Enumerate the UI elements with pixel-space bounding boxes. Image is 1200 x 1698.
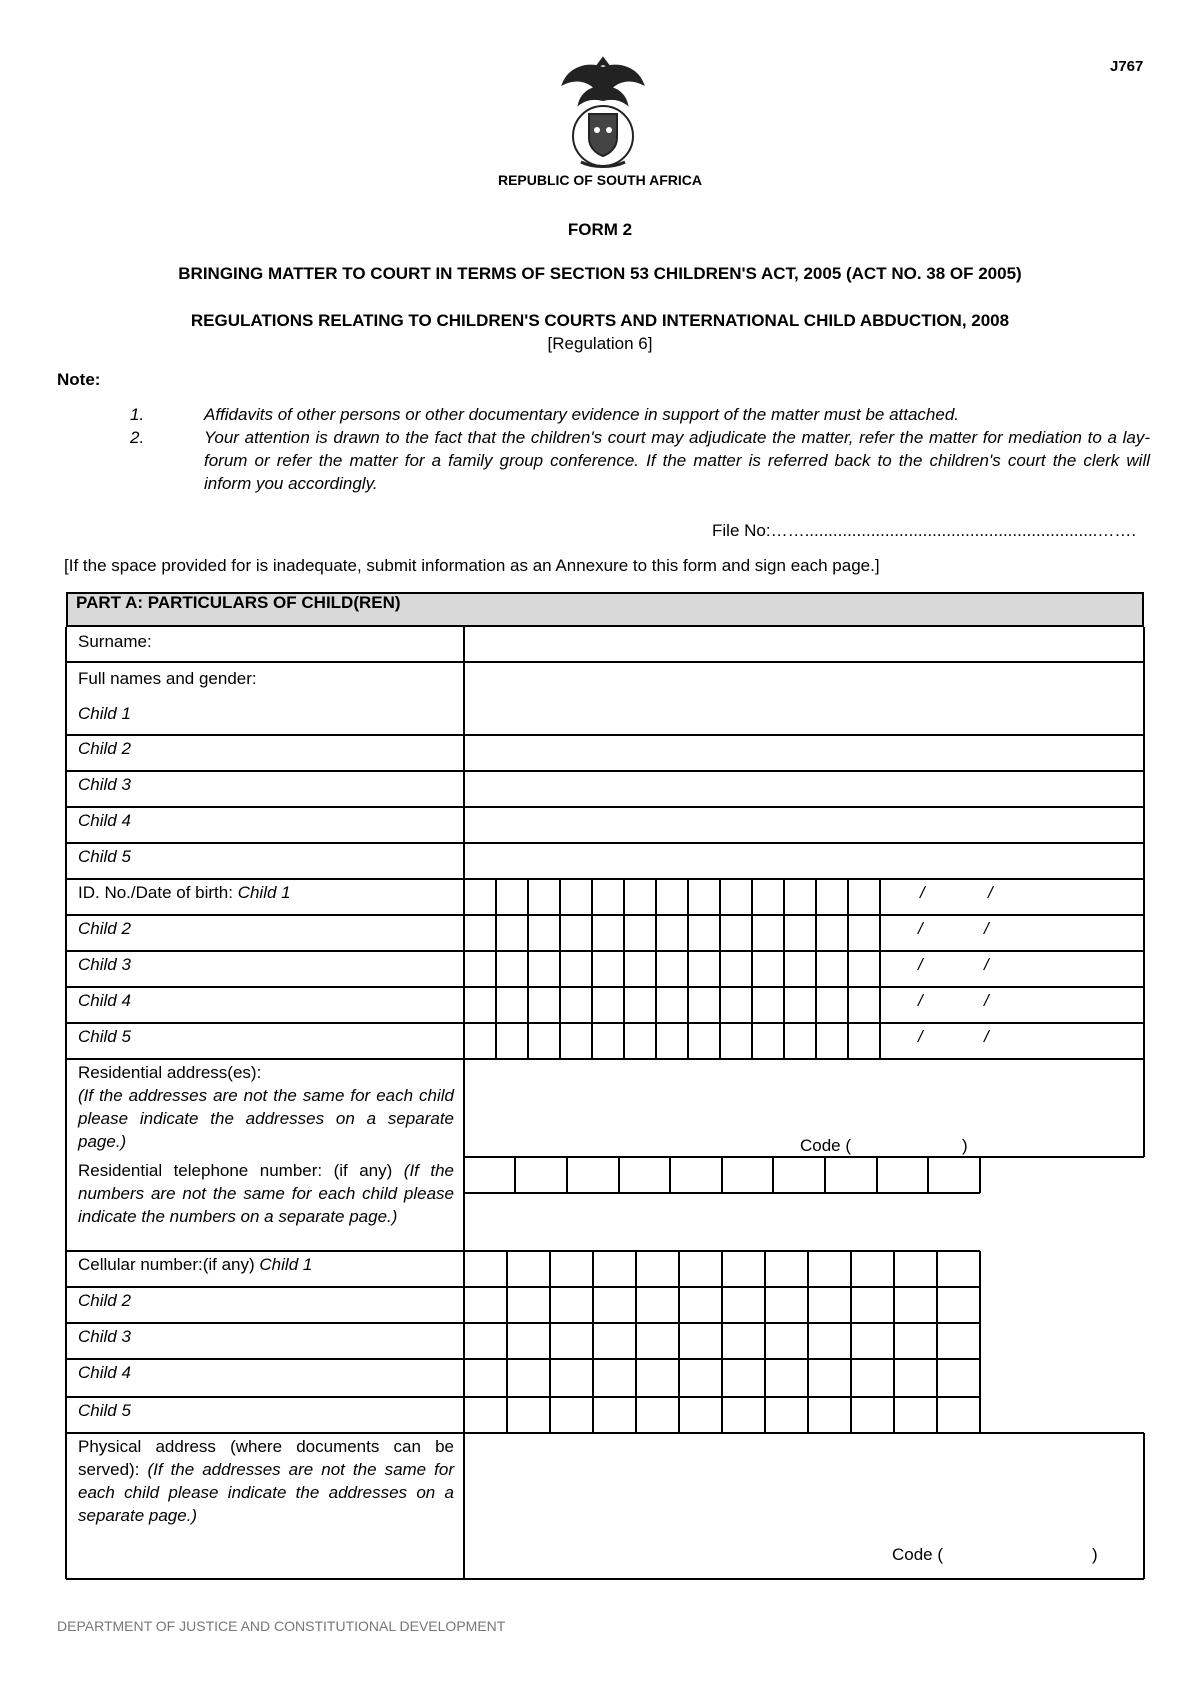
- note-text: Your attention is drawn to the fact that the children's court may adjudicate the matter, refer the matter for mediation to a lay-forum or refer the matter for a family group conference. If the matter is referred back to the children's court the clerk will inform you accordingly.: [204, 428, 1150, 493]
- physical-code-close: ): [1092, 1545, 1098, 1564]
- child-label: Child 5: [78, 847, 131, 866]
- telephone-label: [78, 1159, 454, 1228]
- physical-address-note: (If the addresses are not the same for each child please indicate the addresses on a separate page.): [78, 1460, 454, 1525]
- footer-department: DEPARTMENT OF JUSTICE AND CONSTITUTIONAL DEVELOPMENT: [57, 1618, 506, 1634]
- form-code: J767: [1110, 58, 1144, 75]
- child-label: Child 5: [78, 1027, 131, 1046]
- physical-address-title: Physical address (where documents can be served):: [78, 1437, 454, 1479]
- cellular-label-text: Cellular number:(if any): [78, 1255, 260, 1274]
- note-number: 1.: [130, 405, 145, 424]
- date-separator: /: [984, 1027, 989, 1046]
- date-separator: /: [918, 1027, 923, 1046]
- id-dob-label: [78, 881, 291, 904]
- child-label: Child 2: [78, 919, 131, 938]
- cellular-label: [78, 1253, 312, 1276]
- part-a-title: PART A: PARTICULARS OF CHILD(REN): [76, 593, 401, 612]
- date-separator: /: [988, 883, 993, 902]
- file-number-field[interactable]: File No:……..............................................................…….: [712, 521, 1137, 540]
- physical-code-label: Code (: [892, 1545, 944, 1564]
- note-text: Affidavits of other persons or other documentary evidence in support of the matter must be attached.: [204, 405, 960, 424]
- note-number: 2.: [130, 428, 145, 447]
- child-label: Child 4: [78, 991, 131, 1010]
- form-title: BRINGING MATTER TO COURT IN TERMS OF SECTION 53 CHILDREN'S ACT, 2005 (ACT NO. 38 OF 2005): [178, 264, 1022, 283]
- space-instruction: [If the space provided for is inadequate, submit information as an Annexure to this form and sign each page.]: [64, 556, 880, 575]
- residential-address-input[interactable]: [466, 1061, 1142, 1131]
- surname-input[interactable]: [466, 629, 1142, 660]
- child-label: Child 4: [78, 811, 131, 830]
- telephone-note: (If the numbers are not the same for each child please indicate the numbers on a separate page.): [78, 1161, 454, 1226]
- surname-label: Surname:: [78, 632, 152, 651]
- residential-code-label: Code (: [800, 1136, 852, 1155]
- child-label: Child 1: [237, 883, 291, 902]
- residential-address-label: [78, 1061, 454, 1153]
- residential-address-note: (If the addresses are not the same for each child please indicate the addresses on a separate page.): [78, 1086, 454, 1151]
- telephone-input[interactable]: [466, 1159, 978, 1191]
- child-label: Child 3: [78, 1327, 131, 1346]
- form-number: FORM 2: [567, 220, 633, 239]
- full-names-label: Full names and gender:: [78, 669, 257, 688]
- child-label: Child 4: [78, 1363, 131, 1382]
- regulation-reference: [Regulation 6]: [547, 334, 653, 353]
- residential-address-title: Residential address(es):: [78, 1063, 262, 1082]
- physical-address-input[interactable]: [466, 1435, 1142, 1535]
- country-name: REPUBLIC OF SOUTH AFRICA: [497, 172, 703, 188]
- date-separator: /: [984, 919, 989, 938]
- date-separator: /: [920, 883, 925, 902]
- child-label: Child 2: [78, 739, 131, 758]
- date-separator: /: [918, 919, 923, 938]
- note-label: Note:: [57, 370, 101, 389]
- child-label: Child 5: [78, 1401, 131, 1420]
- residential-code-close: ): [962, 1136, 968, 1155]
- full-names-input[interactable]: [466, 664, 1142, 733]
- regulations-title: REGULATIONS RELATING TO CHILDREN'S COURTS AND INTERNATIONAL CHILD ABDUCTION, 2008: [190, 311, 1010, 330]
- child-label: Child 1: [259, 1255, 313, 1274]
- date-separator: /: [984, 991, 989, 1010]
- child-label: Child 3: [78, 955, 131, 974]
- id-dob-label-text: ID. No./Date of birth:: [78, 883, 238, 902]
- child-label: Child 1: [78, 704, 131, 723]
- date-separator: /: [984, 955, 989, 974]
- child-label: Child 2: [78, 1291, 131, 1310]
- physical-address-label: [78, 1435, 454, 1527]
- child-label: Child 3: [78, 775, 131, 794]
- telephone-label-text: Residential telephone number: (if any): [78, 1161, 404, 1180]
- date-separator: /: [918, 991, 923, 1010]
- date-separator: /: [918, 955, 923, 974]
